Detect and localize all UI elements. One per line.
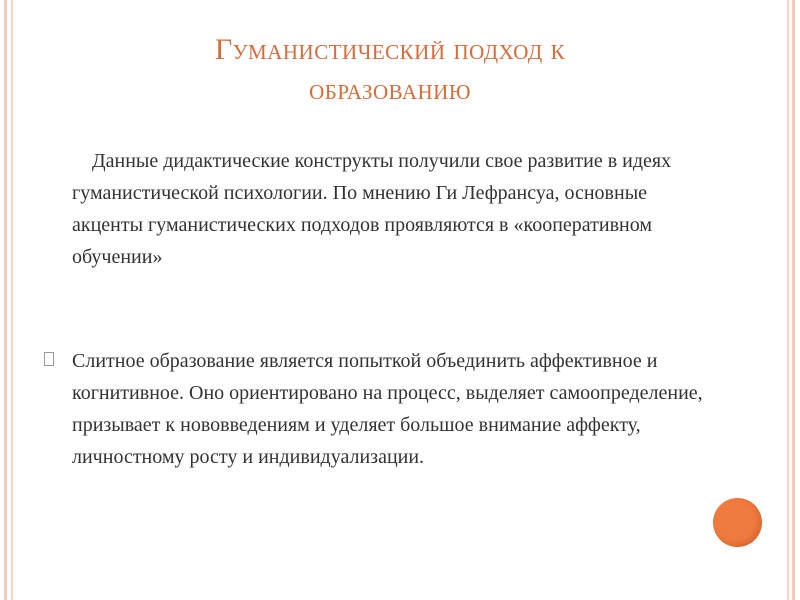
slide-body bbox=[72, 145, 712, 273]
decorative-circle-icon bbox=[713, 498, 762, 547]
left-border-stripe bbox=[4, 0, 7, 600]
title-line-2: образованию bbox=[309, 73, 471, 106]
bullet-marker-icon bbox=[44, 352, 54, 366]
bullet-text: Слитное образование является попыткой объединить аффективное и когнитивное. Оно ориентировано на процесс, выделяет самоопределение, призывает к нововведениям и уделяет большое внимание аффекту, личностному росту и индивидуализации. bbox=[72, 350, 703, 468]
bullet-item bbox=[72, 345, 712, 473]
intro-paragraph: Данные дидактические конструкты получили свое развитие в идеях гуманистической психологии. По мнению Ги Лефрансуа, основные акценты гуманистических подходов проявляются в «кооперативном обучении» bbox=[72, 150, 672, 268]
right-border-stripe-inner bbox=[787, 0, 789, 600]
slide-title bbox=[40, 30, 740, 110]
left-border-stripe-inner bbox=[11, 0, 13, 600]
title-line-1: Гуманистический подход к bbox=[214, 33, 566, 66]
right-border-stripe bbox=[792, 0, 795, 600]
